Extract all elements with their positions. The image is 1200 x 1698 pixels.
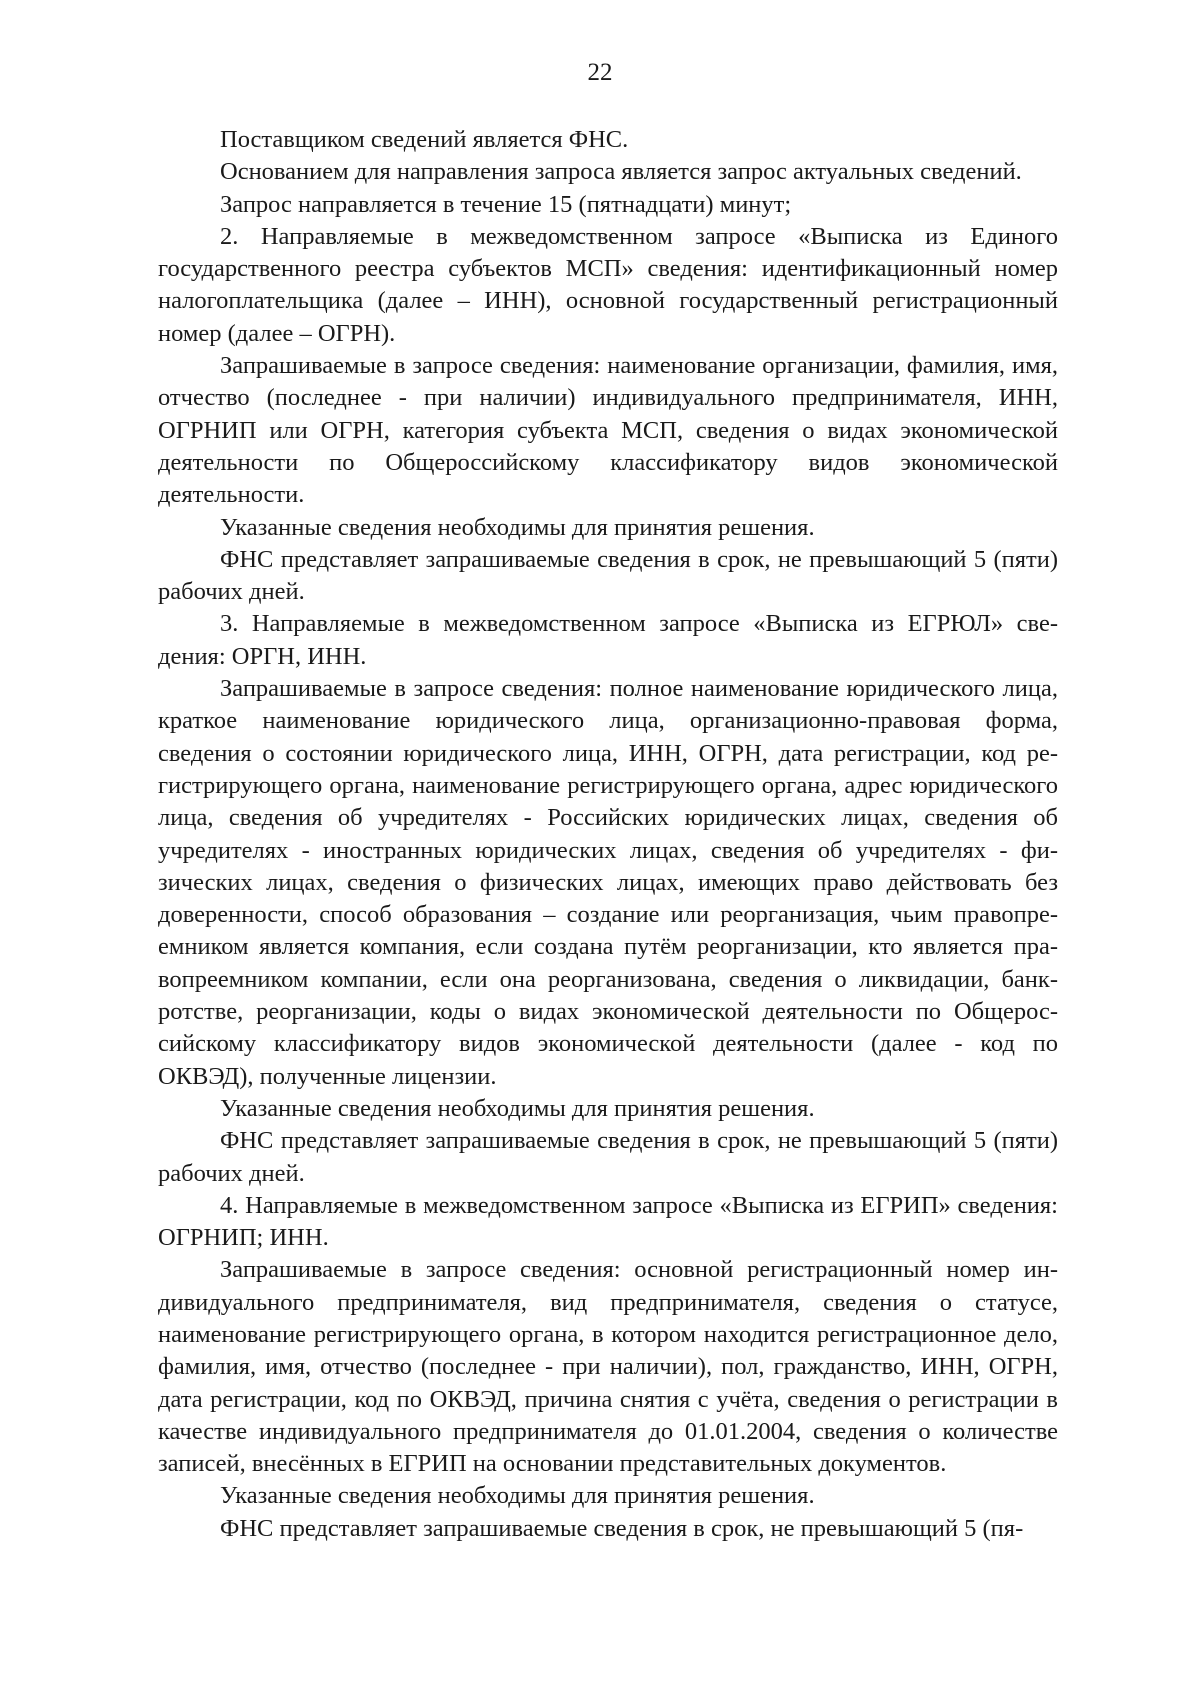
paragraph: Запрашиваемые в запросе сведения: наименование организации, фамилия, имя, отчество (последнее - при наличии) индивидуального предпринимателя, ИНН, ОГРНИП или ОГРН, категория субъекта МСП, сведения о видах экономической деятельности по Общероссийскому классификатору видов экономической деятельности. xyxy=(158,352,1058,509)
paragraph: ФНС представляет запрашиваемые сведения в срок, не превышающий 5 (пяти) рабочих дней. xyxy=(158,545,1058,606)
paragraph: Поставщиком сведений является ФНС. xyxy=(220,126,629,153)
paragraph: Указанные сведения необходимы для принятия решения. xyxy=(220,513,815,541)
paragraph: ФНС представляет запрашиваемые сведения в срок, не превышающий 5 (пя- xyxy=(220,1514,1024,1542)
paragraph: 2. Направляемые в межведомственном запросе «Выписка из Единого государственного реестра субъектов МСП» сведения: идентификационный номер налогоплательщика (далее – ИНН), основной государственный регистрационный номер (далее – ОГРН). xyxy=(158,222,1058,347)
paragraph: 3. Направляемые в межведомственном запросе «Выписка из ЕГРЮЛ» сведения: ОРГН, ИНН. xyxy=(158,610,1058,670)
paragraph: Основанием для направления запроса является запрос актуальных сведений. xyxy=(220,158,1022,186)
paragraph: Запрашиваемые в запросе сведения: основной регистрационный номер индивидуального предпринимателя, вид предпринимателя, сведения о статусе, наименование регистрирующего органа, в котором находится регистрационное дело, фамилия, имя, отчество (последнее - при наличии), пол, гражданство, ИНН, ОГРН, дата регистрации, код по ОКВЭД, причина снятия с учёта, сведения о регистрации в качестве индивидуального предпринимателя до 01.01.2004, сведения о количестве записей, внесённых в ЕГРИП на основании представительных документов. xyxy=(158,1256,1058,1478)
paragraph: Указанные сведения необходимы для принятия решения. xyxy=(220,1482,815,1510)
paragraph: 4. Направляемые в межведомственном запросе «Выписка из ЕГРИП» сведения: ОГРНИП; ИНН. xyxy=(158,1191,1058,1252)
paragraph: Запрашиваемые в запросе сведения: полное наименование юридического лица, краткое наименование юридического лица, организационно-правовая форма, сведения о состоянии юридического лица, ИНН, ОГРН, дата регистрации, код регистрирующего органа, наименование регистрирующего органа, адрес юридического лица, сведения об учредителях - Российских юридических лицах, сведения об учредителях - иностранных юридических лицах, сведения об учредителях - физических лицах, сведения о физических лицах, имеющих право действовать без доверенности, способ образования – создание или реорганизация, чьим правопреемником является компания, если создана путём реорганизации, кто является правопреемником компании, если она реорганизована, сведения о ликвидации, банкротстве, реорганизации, коды о видах экономической деятельности по Общероссийскому классификатору видов экономической деятельности (далее - код по ОКВЭД), полученные лицензии. xyxy=(158,675,1058,1090)
document-body xyxy=(158,124,1058,1545)
paragraph: ФНС представляет запрашиваемые сведения в срок, не превышающий 5 (пяти) рабочих дней. xyxy=(158,1127,1058,1187)
paragraph: Запрос направляется в течение 15 (пятнадцати) минут; xyxy=(220,190,792,218)
page-number: 22 xyxy=(587,59,613,86)
paragraph: Указанные сведения необходимы для принятия решения. xyxy=(220,1094,815,1122)
